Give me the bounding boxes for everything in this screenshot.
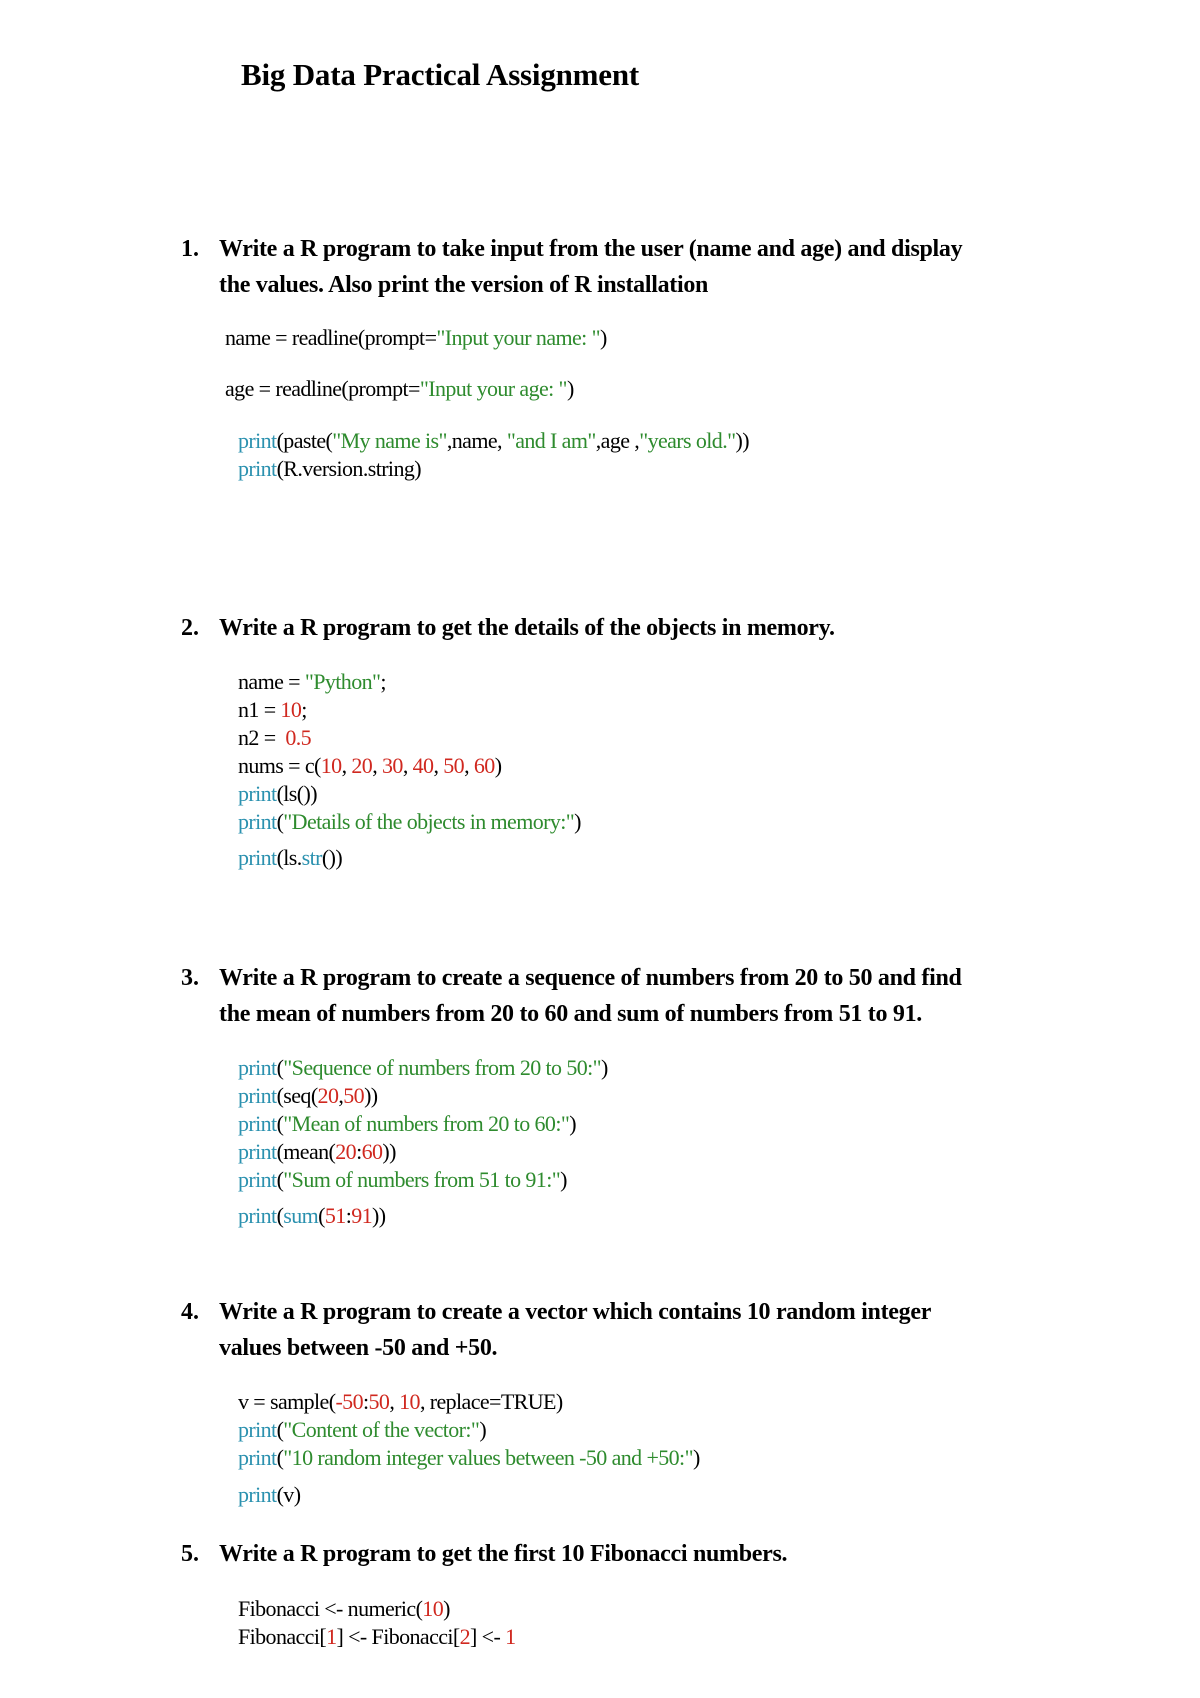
string-token: "Mean of numbers from 20 to 60:" <box>283 1111 570 1136</box>
plain-token: ) <box>494 753 502 778</box>
plain-token: , replace=TRUE) <box>419 1389 563 1414</box>
code-line <box>238 1138 396 1166</box>
question-text: Write a R program to create a sequence of numbers from 20 to 50 and find <box>219 965 962 991</box>
plain-token: n2 = <box>238 725 281 750</box>
number-token: 30 <box>382 753 403 778</box>
string-token: "Sum of numbers from 51 to 91:" <box>283 1167 561 1192</box>
string-token: "10 random integer values between -50 and +50:" <box>283 1445 693 1470</box>
question-number: 1. <box>181 236 199 262</box>
number-token: 40 <box>412 753 434 778</box>
plain-token: ; <box>301 697 307 722</box>
plain-token: ) <box>599 325 607 350</box>
number-token: 60 <box>473 753 495 778</box>
number-token: 50 <box>343 1083 365 1108</box>
plain-token: ( <box>276 809 284 834</box>
plain-token: nums = c( <box>238 753 321 778</box>
function-token: print <box>238 428 277 453</box>
plain-token: ) <box>560 1167 567 1192</box>
code-line <box>238 1416 486 1444</box>
question-number: 4. <box>181 1299 199 1325</box>
plain-token: Fibonacci <- numeric( <box>238 1596 423 1621</box>
question-text: Write a R program to get the details of the objects in memory. <box>219 615 835 641</box>
string-token: "and I am" <box>506 428 596 453</box>
plain-token: ( <box>276 1167 284 1192</box>
function-token: print <box>238 1083 277 1108</box>
plain-token: age = readline(prompt= <box>225 376 420 401</box>
plain-token: ) <box>569 1111 576 1136</box>
string-token: "Python" <box>304 669 381 694</box>
plain-token: (paste( <box>276 428 333 453</box>
plain-token: (seq( <box>276 1083 318 1108</box>
question-text: values between -50 and +50. <box>219 1335 498 1361</box>
function-token: print <box>238 1167 277 1192</box>
function-token: print <box>238 1482 277 1507</box>
plain-token: ,name, <box>446 428 507 453</box>
question-text: the values. Also print the version of R installation <box>219 272 709 298</box>
number-token: 51 <box>324 1203 346 1228</box>
number-token: 60 <box>361 1139 383 1164</box>
code-line <box>238 1166 567 1194</box>
plain-token: (ls()) <box>276 781 317 806</box>
question-number: 3. <box>181 965 199 991</box>
plain-token: v = sample( <box>238 1389 336 1414</box>
plain-token: name = <box>238 669 305 694</box>
function-token: print <box>238 456 277 481</box>
plain-token: )) <box>372 1203 386 1228</box>
plain-token: )) <box>382 1139 396 1164</box>
plain-token: ( <box>318 1203 325 1228</box>
function-token: print <box>238 1055 277 1080</box>
plain-token: ()) <box>321 845 343 870</box>
code-line <box>238 780 317 808</box>
plain-token: ( <box>276 1203 284 1228</box>
plain-token: , <box>464 753 474 778</box>
plain-token: , <box>433 753 444 778</box>
plain-token: ) <box>601 1055 608 1080</box>
plain-token: , <box>341 753 352 778</box>
plain-token: : <box>356 1139 362 1164</box>
number-token: 20 <box>335 1139 357 1164</box>
plain-token: , <box>338 1083 344 1108</box>
question-number: 2. <box>181 615 199 641</box>
plain-token: ( <box>276 1111 284 1136</box>
plain-token: ; <box>380 669 386 694</box>
number-token: 0.5 <box>280 725 312 750</box>
plain-token: , <box>402 753 413 778</box>
plain-token: ] <- Fibonacci[ <box>336 1624 460 1649</box>
question-text: Write a R program to create a vector which contains 10 random integer <box>219 1299 932 1325</box>
code-line <box>238 1444 700 1472</box>
plain-token: ( <box>276 1417 284 1442</box>
plain-token: , <box>389 1389 400 1414</box>
string-token: "Content of the vector:" <box>283 1417 480 1442</box>
number-token: 10 <box>320 753 342 778</box>
number-token: 1 <box>505 1624 516 1649</box>
number-token: 1 <box>326 1624 337 1649</box>
number-token: -50 <box>335 1389 363 1414</box>
function-token: sum <box>283 1203 319 1228</box>
function-token: print <box>238 1203 277 1228</box>
string-token: "Sequence of numbers from 20 to 50:" <box>283 1055 602 1080</box>
question-text: Write a R program to take input from the user (name and age) and display <box>219 236 963 262</box>
code-line <box>238 668 386 696</box>
code-line <box>238 752 501 780</box>
code-line <box>238 1623 516 1651</box>
string-token: "Input your age: " <box>419 376 567 401</box>
document-title: Big Data Practical Assignment <box>241 57 640 92</box>
plain-token: ( <box>276 1055 284 1080</box>
plain-token: name = readline(prompt= <box>225 325 437 350</box>
code-line <box>238 724 311 752</box>
number-token: 10 <box>280 697 302 722</box>
function-token: print <box>238 809 277 834</box>
number-token: 91 <box>351 1203 373 1228</box>
plain-token: : <box>345 1203 352 1228</box>
plain-token: (v) <box>276 1482 301 1507</box>
code-line <box>238 844 342 872</box>
function-token: print <box>238 1139 277 1164</box>
function-token: print <box>238 845 277 870</box>
plain-token: , <box>372 753 383 778</box>
function-token: print <box>238 1111 277 1136</box>
number-token: 10 <box>399 1389 420 1414</box>
code-line <box>238 1054 608 1082</box>
number-token: 50 <box>368 1389 390 1414</box>
code-line <box>238 1202 386 1230</box>
plain-token: ,age , <box>595 428 640 453</box>
code-line <box>238 1110 576 1138</box>
number-token: 2 <box>459 1624 471 1649</box>
number-token: 20 <box>351 753 373 778</box>
plain-token: Fibonacci[ <box>238 1624 327 1649</box>
code-line <box>238 808 581 836</box>
plain-token: (R.version.string) <box>276 456 421 481</box>
question-text: Write a R program to get the first 10 Fibonacci numbers. <box>219 1541 788 1567</box>
string-token: "Details of the objects in memory:" <box>283 809 575 834</box>
string-token: "Input your name: " <box>436 325 600 350</box>
plain-token: (mean( <box>276 1139 336 1164</box>
plain-token: )) <box>735 428 749 453</box>
plain-token: (ls. <box>276 845 302 870</box>
plain-token: ) <box>479 1417 487 1442</box>
number-token: 10 <box>422 1596 444 1621</box>
code-line <box>238 696 307 724</box>
function-token: print <box>238 781 277 806</box>
string-token: "My name is" <box>332 428 447 453</box>
code-line <box>238 455 421 483</box>
question-number: 5. <box>181 1541 199 1567</box>
question-text: the mean of numbers from 20 to 60 and sum of numbers from 51 to 91. <box>219 1001 922 1027</box>
code-line <box>225 375 574 403</box>
code-line <box>238 1082 378 1110</box>
code-line <box>238 1481 300 1509</box>
plain-token: ( <box>276 1445 284 1470</box>
number-token: 50 <box>443 753 465 778</box>
plain-token: )) <box>364 1083 378 1108</box>
plain-token: : <box>362 1389 369 1414</box>
code-line <box>238 427 749 455</box>
function-token: print <box>238 1417 277 1442</box>
plain-token: ] <- <box>470 1624 506 1649</box>
number-token: 20 <box>317 1083 339 1108</box>
code-line <box>225 324 607 352</box>
code-line <box>238 1595 450 1623</box>
function-token: print <box>238 1445 277 1470</box>
plain-token: ) <box>574 809 581 834</box>
plain-token: n1 = <box>238 697 281 722</box>
function-token: str <box>301 845 322 870</box>
string-token: "years old." <box>639 428 736 453</box>
code-line <box>238 1388 563 1416</box>
plain-token: ) <box>692 1445 700 1470</box>
plain-token: ) <box>443 1596 450 1621</box>
plain-token: ) <box>566 376 574 401</box>
